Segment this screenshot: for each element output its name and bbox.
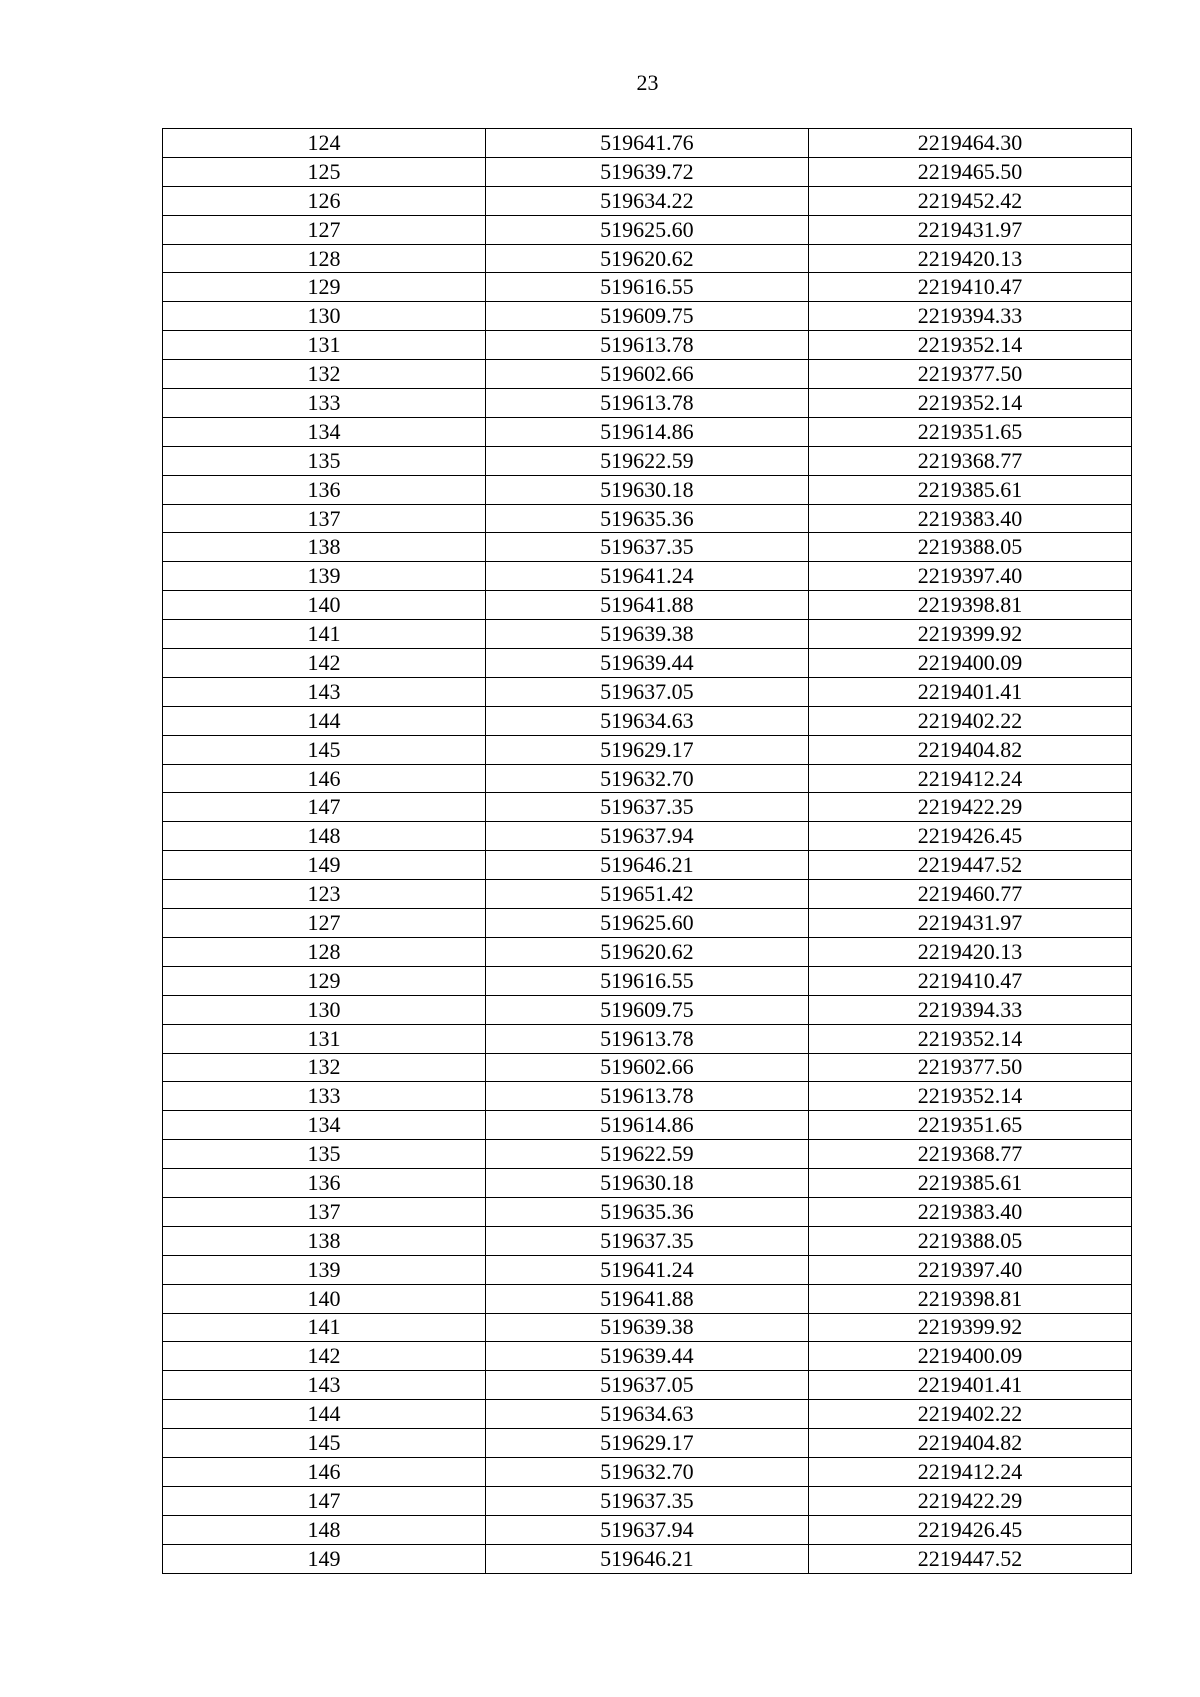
y-coordinate-cell: 2219404.82 <box>808 1429 1131 1458</box>
point-number-cell: 149 <box>163 1544 486 1573</box>
y-coordinate-cell: 2219394.33 <box>808 995 1131 1024</box>
y-coordinate-cell: 2219385.61 <box>808 475 1131 504</box>
x-coordinate-cell: 519620.62 <box>485 937 808 966</box>
table-row <box>163 417 1132 446</box>
y-coordinate-cell: 2219431.97 <box>808 215 1131 244</box>
point-number-cell: 148 <box>163 1515 486 1544</box>
x-coordinate-cell: 519641.88 <box>485 591 808 620</box>
y-coordinate-cell: 2219388.05 <box>808 533 1131 562</box>
x-coordinate-cell: 519639.38 <box>485 620 808 649</box>
table-row <box>163 1515 1132 1544</box>
table-row <box>163 157 1132 186</box>
y-coordinate-cell: 2219404.82 <box>808 735 1131 764</box>
point-number-cell: 130 <box>163 995 486 1024</box>
y-coordinate-cell: 2219447.52 <box>808 851 1131 880</box>
table-row <box>163 215 1132 244</box>
x-coordinate-cell: 519632.70 <box>485 764 808 793</box>
x-coordinate-cell: 519613.78 <box>485 1082 808 1111</box>
y-coordinate-cell: 2219412.24 <box>808 1457 1131 1486</box>
table-row <box>163 591 1132 620</box>
point-number-cell: 133 <box>163 389 486 418</box>
y-coordinate-cell: 2219401.41 <box>808 1371 1131 1400</box>
point-number-cell: 138 <box>163 1226 486 1255</box>
y-coordinate-cell: 2219388.05 <box>808 1226 1131 1255</box>
point-number-cell: 141 <box>163 620 486 649</box>
table-row <box>163 995 1132 1024</box>
x-coordinate-cell: 519614.86 <box>485 1111 808 1140</box>
y-coordinate-cell: 2219410.47 <box>808 273 1131 302</box>
y-coordinate-cell: 2219422.29 <box>808 1486 1131 1515</box>
x-coordinate-cell: 519602.66 <box>485 1053 808 1082</box>
point-number-cell: 143 <box>163 677 486 706</box>
table-row <box>163 880 1132 909</box>
table-row <box>163 129 1132 158</box>
y-coordinate-cell: 2219402.22 <box>808 1400 1131 1429</box>
table-row <box>163 1024 1132 1053</box>
point-number-cell: 135 <box>163 446 486 475</box>
y-coordinate-cell: 2219352.14 <box>808 1082 1131 1111</box>
y-coordinate-cell: 2219400.09 <box>808 1342 1131 1371</box>
table-row <box>163 649 1132 678</box>
x-coordinate-cell: 519609.75 <box>485 302 808 331</box>
table-row <box>163 1371 1132 1400</box>
y-coordinate-cell: 2219352.14 <box>808 331 1131 360</box>
table-row <box>163 273 1132 302</box>
point-number-cell: 127 <box>163 909 486 938</box>
table-row <box>163 1226 1132 1255</box>
x-coordinate-cell: 519616.55 <box>485 273 808 302</box>
y-coordinate-cell: 2219464.30 <box>808 129 1131 158</box>
y-coordinate-cell: 2219420.13 <box>808 244 1131 273</box>
table-row <box>163 909 1132 938</box>
table-row <box>163 764 1132 793</box>
y-coordinate-cell: 2219401.41 <box>808 677 1131 706</box>
table-row <box>163 186 1132 215</box>
table-row <box>163 1429 1132 1458</box>
point-number-cell: 134 <box>163 1111 486 1140</box>
x-coordinate-cell: 519609.75 <box>485 995 808 1024</box>
point-number-cell: 143 <box>163 1371 486 1400</box>
table-row <box>163 1082 1132 1111</box>
point-number-cell: 129 <box>163 966 486 995</box>
y-coordinate-cell: 2219399.92 <box>808 1313 1131 1342</box>
point-number-cell: 125 <box>163 157 486 186</box>
point-number-cell: 129 <box>163 273 486 302</box>
point-number-cell: 139 <box>163 562 486 591</box>
coordinate-table <box>162 128 1132 1574</box>
x-coordinate-cell: 519614.86 <box>485 417 808 446</box>
x-coordinate-cell: 519646.21 <box>485 1544 808 1573</box>
y-coordinate-cell: 2219351.65 <box>808 1111 1131 1140</box>
x-coordinate-cell: 519637.35 <box>485 1486 808 1515</box>
point-number-cell: 133 <box>163 1082 486 1111</box>
point-number-cell: 127 <box>163 215 486 244</box>
table-row <box>163 1284 1132 1313</box>
table-row <box>163 244 1132 273</box>
coordinate-table-body <box>163 129 1132 1574</box>
point-number-cell: 128 <box>163 244 486 273</box>
table-row <box>163 1400 1132 1429</box>
point-number-cell: 141 <box>163 1313 486 1342</box>
x-coordinate-cell: 519635.36 <box>485 504 808 533</box>
x-coordinate-cell: 519639.44 <box>485 1342 808 1371</box>
y-coordinate-cell: 2219447.52 <box>808 1544 1131 1573</box>
x-coordinate-cell: 519637.94 <box>485 822 808 851</box>
y-coordinate-cell: 2219383.40 <box>808 1197 1131 1226</box>
point-number-cell: 149 <box>163 851 486 880</box>
y-coordinate-cell: 2219398.81 <box>808 591 1131 620</box>
x-coordinate-cell: 519635.36 <box>485 1197 808 1226</box>
y-coordinate-cell: 2219399.92 <box>808 620 1131 649</box>
y-coordinate-cell: 2219352.14 <box>808 1024 1131 1053</box>
point-number-cell: 128 <box>163 937 486 966</box>
y-coordinate-cell: 2219426.45 <box>808 1515 1131 1544</box>
x-coordinate-cell: 519637.05 <box>485 677 808 706</box>
y-coordinate-cell: 2219410.47 <box>808 966 1131 995</box>
table-row <box>163 706 1132 735</box>
table-row <box>163 735 1132 764</box>
point-number-cell: 138 <box>163 533 486 562</box>
point-number-cell: 147 <box>163 793 486 822</box>
point-number-cell: 145 <box>163 1429 486 1458</box>
x-coordinate-cell: 519634.63 <box>485 1400 808 1429</box>
y-coordinate-cell: 2219377.50 <box>808 1053 1131 1082</box>
x-coordinate-cell: 519637.35 <box>485 1226 808 1255</box>
point-number-cell: 144 <box>163 1400 486 1429</box>
x-coordinate-cell: 519634.63 <box>485 706 808 735</box>
y-coordinate-cell: 2219465.50 <box>808 157 1131 186</box>
point-number-cell: 140 <box>163 1284 486 1313</box>
point-number-cell: 136 <box>163 475 486 504</box>
y-coordinate-cell: 2219385.61 <box>808 1169 1131 1198</box>
x-coordinate-cell: 519637.35 <box>485 793 808 822</box>
table-row <box>163 360 1132 389</box>
table-row <box>163 533 1132 562</box>
table-row <box>163 331 1132 360</box>
page-number: 23 <box>636 70 659 95</box>
y-coordinate-cell: 2219400.09 <box>808 649 1131 678</box>
x-coordinate-cell: 519622.59 <box>485 446 808 475</box>
point-number-cell: 131 <box>163 1024 486 1053</box>
table-row <box>163 966 1132 995</box>
point-number-cell: 139 <box>163 1255 486 1284</box>
y-coordinate-cell: 2219383.40 <box>808 504 1131 533</box>
x-coordinate-cell: 519629.17 <box>485 1429 808 1458</box>
table-row <box>163 1544 1132 1573</box>
point-number-cell: 131 <box>163 331 486 360</box>
table-row <box>163 1053 1132 1082</box>
y-coordinate-cell: 2219368.77 <box>808 1140 1131 1169</box>
point-number-cell: 146 <box>163 764 486 793</box>
x-coordinate-cell: 519641.24 <box>485 562 808 591</box>
x-coordinate-cell: 519632.70 <box>485 1457 808 1486</box>
y-coordinate-cell: 2219452.42 <box>808 186 1131 215</box>
x-coordinate-cell: 519637.05 <box>485 1371 808 1400</box>
table-row <box>163 1486 1132 1515</box>
x-coordinate-cell: 519639.44 <box>485 649 808 678</box>
point-number-cell: 137 <box>163 504 486 533</box>
y-coordinate-cell: 2219368.77 <box>808 446 1131 475</box>
y-coordinate-cell: 2219460.77 <box>808 880 1131 909</box>
table-row <box>163 1140 1132 1169</box>
y-coordinate-cell: 2219412.24 <box>808 764 1131 793</box>
x-coordinate-cell: 519613.78 <box>485 331 808 360</box>
point-number-cell: 148 <box>163 822 486 851</box>
x-coordinate-cell: 519630.18 <box>485 1169 808 1198</box>
table-row <box>163 1313 1132 1342</box>
y-coordinate-cell: 2219394.33 <box>808 302 1131 331</box>
table-row <box>163 1342 1132 1371</box>
point-number-cell: 130 <box>163 302 486 331</box>
y-coordinate-cell: 2219402.22 <box>808 706 1131 735</box>
y-coordinate-cell: 2219352.14 <box>808 389 1131 418</box>
x-coordinate-cell: 519625.60 <box>485 215 808 244</box>
x-coordinate-cell: 519613.78 <box>485 1024 808 1053</box>
x-coordinate-cell: 519622.59 <box>485 1140 808 1169</box>
point-number-cell: 135 <box>163 1140 486 1169</box>
table-row <box>163 1169 1132 1198</box>
y-coordinate-cell: 2219351.65 <box>808 417 1131 446</box>
table-row <box>163 1197 1132 1226</box>
y-coordinate-cell: 2219397.40 <box>808 562 1131 591</box>
y-coordinate-cell: 2219377.50 <box>808 360 1131 389</box>
table-row <box>163 620 1132 649</box>
x-coordinate-cell: 519646.21 <box>485 851 808 880</box>
x-coordinate-cell: 519630.18 <box>485 475 808 504</box>
table-row <box>163 677 1132 706</box>
x-coordinate-cell: 519629.17 <box>485 735 808 764</box>
table-row <box>163 793 1132 822</box>
x-coordinate-cell: 519639.38 <box>485 1313 808 1342</box>
table-row <box>163 389 1132 418</box>
x-coordinate-cell: 519641.88 <box>485 1284 808 1313</box>
table-row <box>163 562 1132 591</box>
y-coordinate-cell: 2219426.45 <box>808 822 1131 851</box>
x-coordinate-cell: 519616.55 <box>485 966 808 995</box>
point-number-cell: 144 <box>163 706 486 735</box>
point-number-cell: 142 <box>163 649 486 678</box>
x-coordinate-cell: 519637.35 <box>485 533 808 562</box>
point-number-cell: 123 <box>163 880 486 909</box>
table-row <box>163 475 1132 504</box>
y-coordinate-cell: 2219420.13 <box>808 937 1131 966</box>
table-row <box>163 822 1132 851</box>
point-number-cell: 132 <box>163 1053 486 1082</box>
x-coordinate-cell: 519634.22 <box>485 186 808 215</box>
x-coordinate-cell: 519641.76 <box>485 129 808 158</box>
table-row <box>163 851 1132 880</box>
point-number-cell: 124 <box>163 129 486 158</box>
x-coordinate-cell: 519620.62 <box>485 244 808 273</box>
point-number-cell: 147 <box>163 1486 486 1515</box>
x-coordinate-cell: 519602.66 <box>485 360 808 389</box>
table-row <box>163 1111 1132 1140</box>
table-row <box>163 302 1132 331</box>
point-number-cell: 142 <box>163 1342 486 1371</box>
point-number-cell: 136 <box>163 1169 486 1198</box>
y-coordinate-cell: 2219431.97 <box>808 909 1131 938</box>
point-number-cell: 146 <box>163 1457 486 1486</box>
point-number-cell: 126 <box>163 186 486 215</box>
x-coordinate-cell: 519637.94 <box>485 1515 808 1544</box>
table-row <box>163 1457 1132 1486</box>
x-coordinate-cell: 519639.72 <box>485 157 808 186</box>
y-coordinate-cell: 2219422.29 <box>808 793 1131 822</box>
point-number-cell: 145 <box>163 735 486 764</box>
x-coordinate-cell: 519625.60 <box>485 909 808 938</box>
table-row <box>163 1255 1132 1284</box>
x-coordinate-cell: 519651.42 <box>485 880 808 909</box>
y-coordinate-cell: 2219398.81 <box>808 1284 1131 1313</box>
point-number-cell: 140 <box>163 591 486 620</box>
table-row <box>163 937 1132 966</box>
x-coordinate-cell: 519613.78 <box>485 389 808 418</box>
x-coordinate-cell: 519641.24 <box>485 1255 808 1284</box>
point-number-cell: 137 <box>163 1197 486 1226</box>
point-number-cell: 132 <box>163 360 486 389</box>
table-row <box>163 504 1132 533</box>
table-row <box>163 446 1132 475</box>
point-number-cell: 134 <box>163 417 486 446</box>
y-coordinate-cell: 2219397.40 <box>808 1255 1131 1284</box>
